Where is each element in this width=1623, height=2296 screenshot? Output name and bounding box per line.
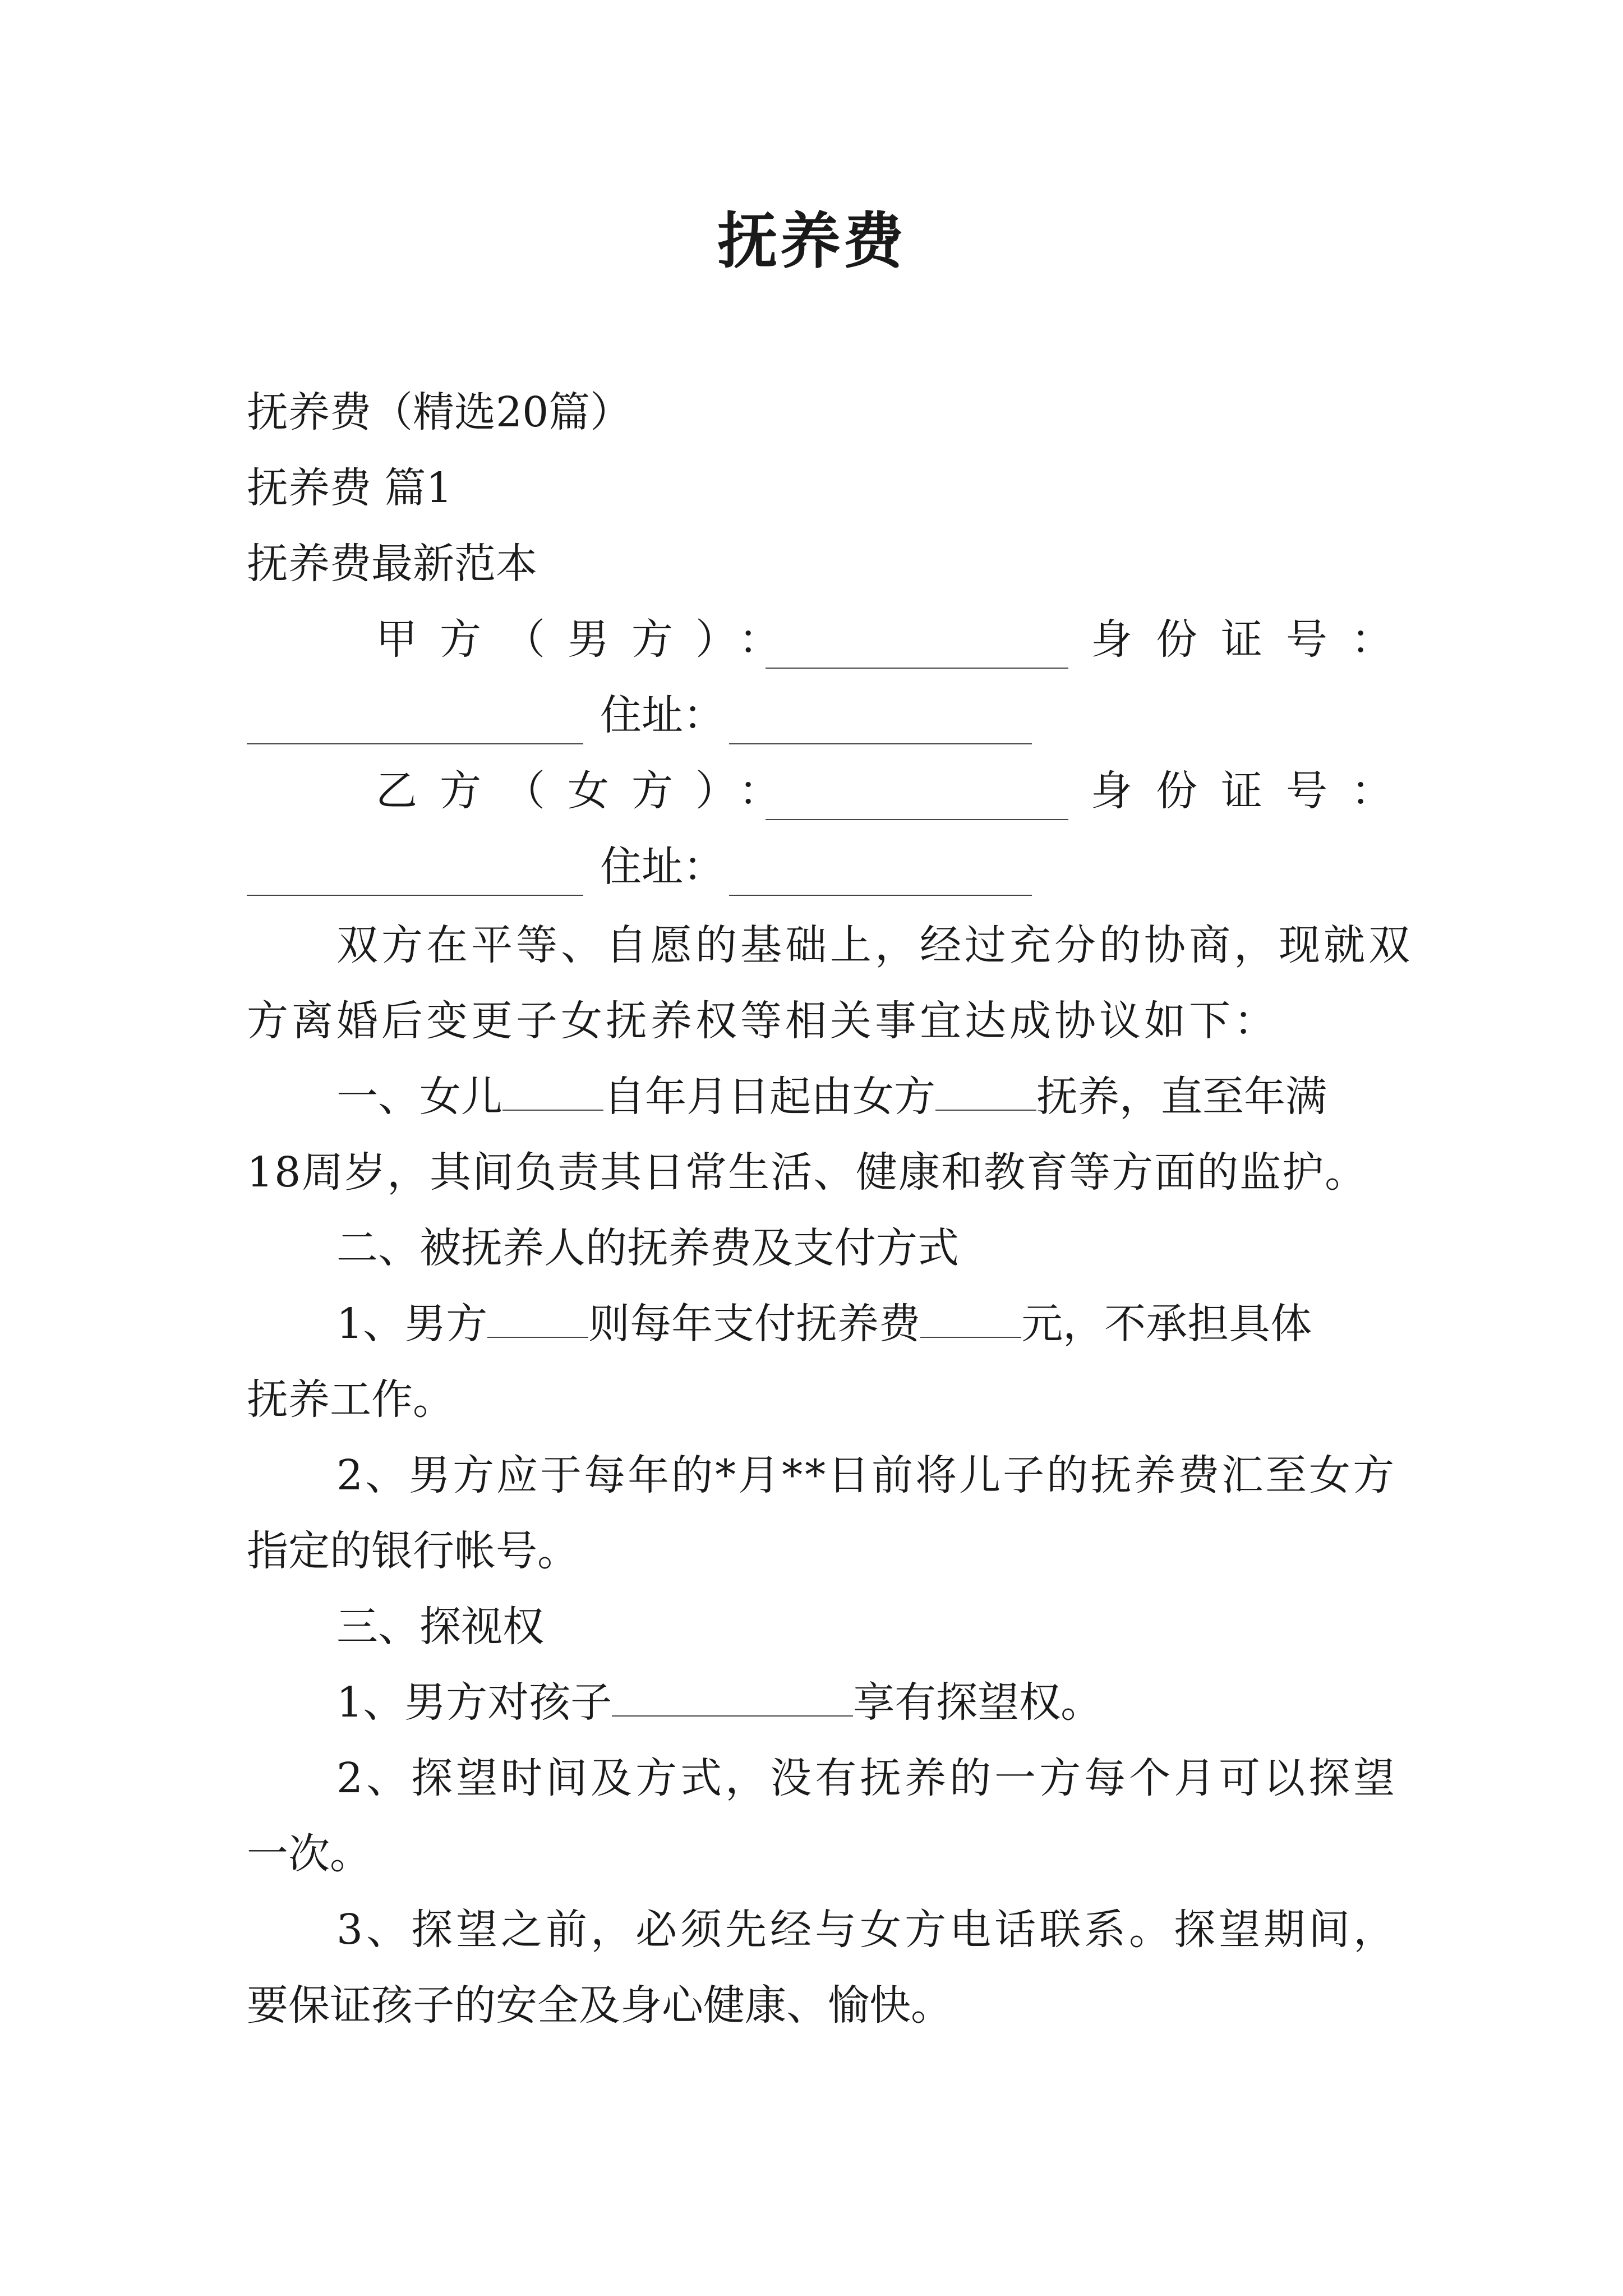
section-two-heading: 二、被抚养人的抚养费及支付方式: [336, 1224, 959, 1272]
clause-one-line: [336, 1069, 1380, 1125]
paragraph-line: 抚养工作。: [247, 1375, 454, 1424]
paragraph-line: 2、男方应于每年的*月**日前将儿子的抚养费汇至女方: [336, 1451, 1397, 1499]
clause-part: 1、男方: [336, 1300, 488, 1348]
party-b-name-blank: [766, 785, 1068, 820]
clause-one-part: 自年月日起由女方: [603, 1073, 935, 1121]
clause-one-part: 一、女儿: [336, 1073, 502, 1121]
clause-two-one-line: [336, 1296, 1380, 1352]
amount-blank: [920, 1303, 1021, 1338]
party-b-id-label: 身份证号：: [1091, 767, 1416, 815]
party-b-id-blank: [247, 861, 583, 896]
paragraph-line: 一次。: [247, 1830, 371, 1878]
clause-part: 则每年支付抚养费: [588, 1300, 921, 1348]
party-a-id-label: 身份证号：: [1091, 615, 1416, 664]
clause-one-part: 抚养，直至年满: [1036, 1073, 1327, 1121]
party-a-label: 甲方（男方）：: [376, 615, 803, 664]
section-heading-line: 抚养费 篇1: [247, 464, 453, 512]
paragraph-line: 3、探望之前，必须先经与女方电话联系。探望期间，: [336, 1906, 1399, 1954]
paragraph-line: 指定的银行帐号。: [247, 1527, 579, 1575]
page-title: 抚养费: [717, 206, 906, 277]
party-a-address-blank: [729, 710, 1032, 744]
template-heading-line: 抚养费最新范本: [247, 540, 537, 588]
father-name-blank: [487, 1303, 588, 1338]
clause-part: 1、男方对孩子: [336, 1678, 612, 1727]
party-a-address-label: 住址：: [600, 691, 725, 739]
paragraph-line: 双方在平等、自愿的基础上，经过充分的协商，现就双: [336, 921, 1413, 969]
party-b-address-label: 住址：: [600, 843, 725, 891]
paragraph-line: 18周岁，其间负责其日常生活、健康和教育等方面的监护。: [247, 1148, 1368, 1197]
clause-part: 元，不承担具体: [1021, 1300, 1312, 1348]
party-a-name-blank: [766, 634, 1068, 669]
paragraph-line: 要保证孩子的安全及身心健康、愉快。: [247, 1981, 952, 2030]
clause-part: 享有探望权。: [853, 1678, 1103, 1727]
party-b-label: 乙方（女方）：: [376, 767, 803, 815]
section-three-heading: 三、探视权: [336, 1603, 544, 1651]
clause-three-one-line: [336, 1674, 1380, 1731]
child-name-blank: [612, 1682, 853, 1717]
party-a-id-blank: [247, 710, 583, 744]
paragraph-line: 2、探望时间及方式，没有抚养的一方每个月可以探望: [336, 1754, 1399, 1802]
daughter-name-blank: [502, 1076, 603, 1111]
paragraph-line: 方离婚后变更子女抚养权等相关事宜达成协议如下：: [247, 997, 1279, 1045]
subtitle-line: 抚养费（精选20篇）: [247, 388, 632, 436]
mother-name-blank: [935, 1076, 1036, 1111]
party-b-address-blank: [729, 861, 1032, 896]
